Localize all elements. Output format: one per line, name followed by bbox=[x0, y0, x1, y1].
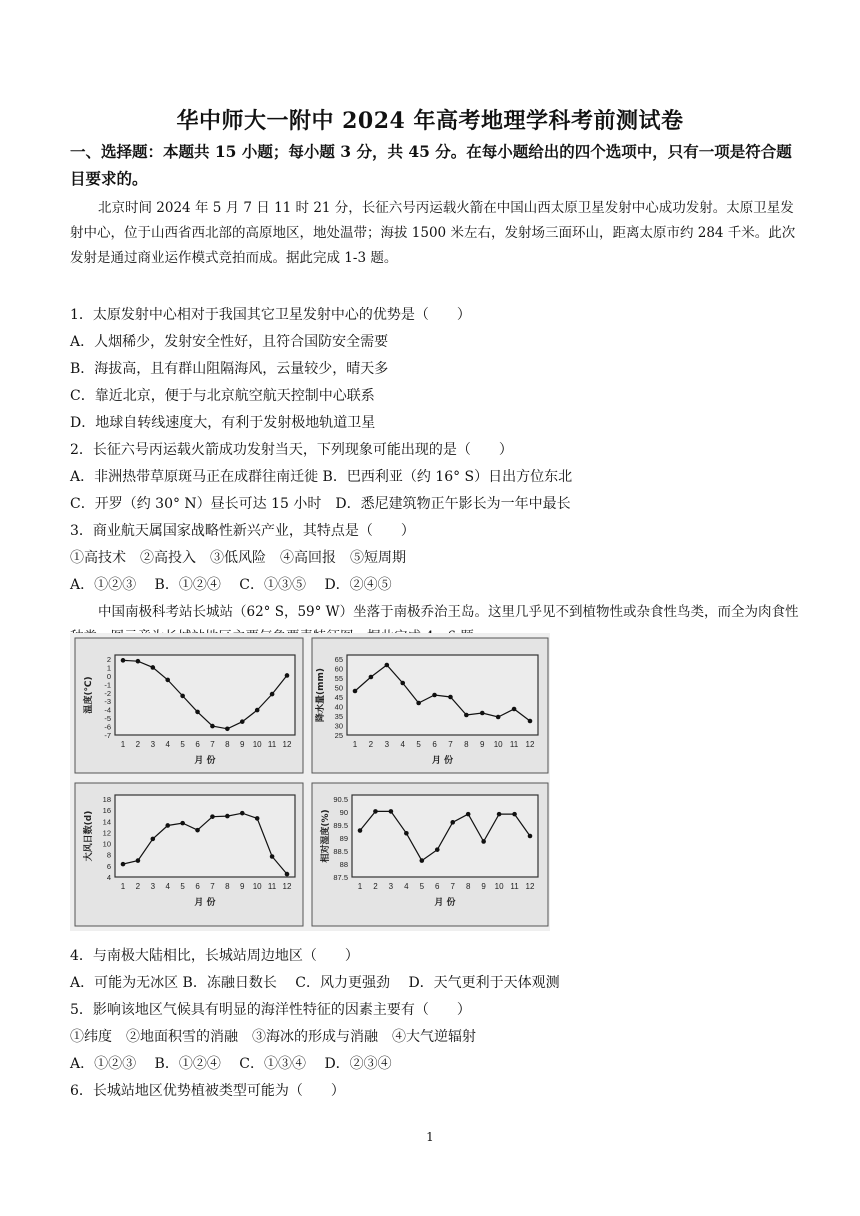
y-tick-label: 2 bbox=[106, 655, 111, 664]
y-tick-label: 55 bbox=[334, 674, 343, 683]
x-tick-label: 7 bbox=[210, 740, 215, 749]
x-tick-label: 11 bbox=[267, 740, 277, 749]
x-tick-label: 11 bbox=[510, 882, 519, 891]
chart-plot-area bbox=[347, 655, 538, 735]
data-point bbox=[165, 678, 170, 683]
data-point bbox=[195, 710, 200, 715]
x-tick-label: 3 bbox=[388, 882, 394, 891]
x-tick-label: 8 bbox=[464, 740, 469, 749]
x-tick-label: 4 bbox=[404, 882, 409, 891]
data-point bbox=[450, 820, 455, 825]
x-axis-title: 月 份 bbox=[194, 756, 216, 766]
option-line: B．海拔高，且有群山阻隔海风，云量较少，晴天多 bbox=[70, 361, 389, 377]
x-tick-label: 4 bbox=[165, 740, 170, 749]
data-point bbox=[400, 681, 405, 686]
data-point bbox=[165, 823, 170, 828]
data-point bbox=[255, 816, 260, 821]
data-point bbox=[270, 692, 275, 697]
y-tick-label: 8 bbox=[106, 850, 111, 860]
data-point bbox=[466, 812, 471, 817]
x-tick-label: 12 bbox=[282, 740, 292, 749]
x-tick-label: 2 bbox=[368, 740, 374, 749]
data-point bbox=[225, 814, 230, 819]
x-tick-label: 10 bbox=[493, 740, 503, 749]
x-tick-label: 9 bbox=[481, 882, 486, 891]
x-tick-label: 10 bbox=[252, 882, 262, 891]
data-point bbox=[432, 693, 437, 698]
data-point bbox=[121, 862, 126, 867]
y-tick-label: 6 bbox=[106, 861, 111, 871]
question-line: 5．影响该地区气候具有明显的海洋性特征的因素主要有（ ） bbox=[70, 1002, 471, 1018]
data-point bbox=[180, 694, 185, 699]
x-tick-label: 8 bbox=[225, 882, 230, 891]
x-tick-label: 2 bbox=[135, 882, 141, 891]
y-tick-label: -3 bbox=[104, 697, 111, 707]
y-tick-label: 0 bbox=[106, 671, 111, 681]
y-tick-label: 30 bbox=[334, 721, 343, 731]
section-heading: 一、选择题：本题共 15 小题；每小题 3 分，共 45 分。在每小题给出的四个选项中，只有一项是符合题目要求的。 bbox=[70, 142, 792, 188]
data-point bbox=[225, 726, 230, 731]
data-point bbox=[528, 834, 533, 839]
data-point bbox=[285, 673, 290, 678]
data-point bbox=[385, 663, 390, 668]
y-tick-label: 4 bbox=[106, 873, 111, 882]
data-point bbox=[180, 821, 185, 826]
x-tick-label: 8 bbox=[465, 882, 471, 891]
data-point bbox=[353, 689, 358, 694]
y-tick-label: 87.5 bbox=[333, 873, 348, 882]
x-tick-label: 6 bbox=[435, 882, 440, 891]
x-tick-label: 9 bbox=[240, 740, 245, 749]
option-line: A．人烟稀少，发射安全性好，且符合国防安全需要 bbox=[70, 334, 389, 350]
page-number: 1 bbox=[426, 1130, 434, 1144]
data-point bbox=[373, 809, 378, 814]
question-line: 3．商业航天属国家战略性新兴产业，其特点是（ ） bbox=[70, 523, 415, 539]
data-point bbox=[512, 707, 517, 712]
y-tick-label: 45 bbox=[334, 693, 343, 702]
data-point bbox=[255, 708, 260, 713]
x-axis-title: 月 份 bbox=[194, 898, 216, 908]
data-point bbox=[136, 659, 141, 664]
y-axis-title: 温度(℃) bbox=[84, 676, 94, 714]
data-point bbox=[195, 828, 200, 833]
x-tick-label: 7 bbox=[450, 882, 455, 891]
x-tick-label: 4 bbox=[165, 882, 170, 891]
x-tick-label: 1 bbox=[357, 882, 363, 891]
x-axis-title: 月 份 bbox=[431, 756, 454, 766]
data-point bbox=[136, 858, 141, 863]
y-tick-label: 89 bbox=[339, 834, 348, 843]
x-tick-label: 12 bbox=[525, 740, 535, 749]
x-tick-label: 10 bbox=[252, 740, 262, 749]
passage-antarctica: 中国南极科考站长城站（62° S，59° W）坐落于南极乔治王岛。这里几乎见不到植物性或杂食性鸟类，而全为肉食性 bbox=[98, 604, 799, 620]
x-tick-label: 8 bbox=[225, 740, 230, 749]
option-line: A．可能为无冰区 B．冻融日数长 C．风力更强劲 D．天气更利于天体观测 bbox=[70, 975, 560, 991]
data-point bbox=[369, 675, 374, 680]
x-tick-label: 4 bbox=[400, 740, 405, 749]
y-tick-label: 88 bbox=[339, 860, 348, 869]
x-tick-label: 9 bbox=[480, 740, 485, 749]
data-point bbox=[358, 828, 363, 833]
y-tick-label: -1 bbox=[104, 680, 111, 690]
x-tick-label: 9 bbox=[240, 882, 245, 891]
x-tick-label: 5 bbox=[180, 882, 185, 891]
x-tick-label: 5 bbox=[419, 882, 425, 891]
data-point bbox=[448, 695, 453, 700]
x-tick-label: 6 bbox=[195, 740, 200, 749]
chart-plot-area bbox=[115, 655, 295, 735]
y-tick-label: -5 bbox=[104, 714, 111, 724]
y-tick-label: -6 bbox=[104, 722, 111, 732]
x-tick-label: 1 bbox=[120, 882, 126, 891]
y-tick-label: 90 bbox=[339, 808, 348, 817]
data-point bbox=[435, 847, 440, 852]
data-point bbox=[464, 713, 469, 718]
data-point bbox=[270, 854, 275, 859]
data-point bbox=[210, 814, 215, 819]
option-line: ①高技术 ②高投入 ③低风险 ④高回报 ⑤短周期 bbox=[70, 550, 406, 566]
data-point bbox=[512, 812, 517, 817]
option-line: A．非洲热带草原斑马正在成群往南迁徙 B．巴西利亚（约 16° S）日出方位东北 bbox=[70, 469, 573, 485]
x-tick-label: 11 bbox=[509, 740, 519, 749]
x-tick-label: 6 bbox=[195, 882, 200, 891]
x-tick-label: 10 bbox=[494, 882, 504, 891]
data-point bbox=[285, 872, 290, 877]
data-point bbox=[210, 724, 215, 729]
data-point bbox=[151, 837, 156, 842]
y-tick-label: 1 bbox=[106, 663, 111, 673]
y-axis-title: 降水量(mm) bbox=[316, 668, 326, 722]
x-tick-label: 6 bbox=[432, 740, 437, 749]
x-tick-label: 2 bbox=[373, 882, 378, 891]
data-point bbox=[121, 658, 126, 663]
x-tick-label: 3 bbox=[150, 740, 156, 749]
data-point bbox=[151, 665, 156, 670]
question-line: 6．长城站地区优势植被类型可能为（ ） bbox=[70, 1083, 345, 1099]
x-tick-label: 11 bbox=[267, 882, 277, 891]
data-point bbox=[416, 701, 421, 706]
question-line: 2．长征六号丙运载火箭成功发射当天，下列现象可能出现的是（ ） bbox=[70, 442, 513, 458]
data-point bbox=[528, 719, 533, 724]
y-tick-label: 14 bbox=[102, 817, 111, 827]
y-tick-label: 40 bbox=[334, 702, 343, 712]
passage-launch: 北京时间 2024 年 5 月 7 日 11 时 21 分，长征六号丙运载火箭在中国山西太原卫星发射中心成功发射。太原卫星发射中心，位于山西省西北部的高原地区，地处温带；海拔 1500 米左右，发射场三面环山，距离太原市约 284 千米。此次发射是通过商业运作模式竞拍而成。据此完成 1-3 题。 bbox=[70, 200, 796, 266]
y-tick-label: -7 bbox=[104, 731, 111, 740]
data-point bbox=[240, 719, 245, 724]
climate-charts-svg bbox=[70, 633, 550, 931]
option-line: D．地球自转线速度大，有利于发射极地轨道卫星 bbox=[70, 415, 376, 431]
y-tick-label: 35 bbox=[334, 712, 343, 721]
y-tick-label: 89.5 bbox=[333, 821, 348, 830]
question-line: 1．太原发射中心相对于我国其它卫星发射中心的优势是（ ） bbox=[70, 307, 471, 323]
y-tick-label: 16 bbox=[102, 806, 111, 816]
x-tick-label: 12 bbox=[282, 882, 292, 891]
data-point bbox=[389, 809, 394, 814]
x-tick-label: 7 bbox=[448, 740, 453, 749]
data-point bbox=[481, 839, 486, 844]
option-line: C．靠近北京，便于与北京航空航天控制中心联系 bbox=[70, 388, 375, 404]
y-axis-title: 大风日数(d) bbox=[84, 810, 94, 862]
y-tick-label: 10 bbox=[102, 839, 111, 849]
y-tick-label: -4 bbox=[104, 705, 111, 715]
y-tick-label: -2 bbox=[104, 688, 111, 698]
y-tick-label: 50 bbox=[334, 683, 343, 693]
climate-figure bbox=[70, 633, 550, 931]
x-tick-label: 7 bbox=[210, 882, 215, 891]
data-point bbox=[496, 715, 501, 720]
exam-title: 华中师大一附中 2024 年高考地理学科考前测试卷 bbox=[176, 108, 684, 134]
option-line: A．①②③ B．①②④ C．①③⑤ D．②④⑤ bbox=[70, 577, 392, 593]
option-line: A．①②③ B．①②④ C．①③④ D．②③④ bbox=[70, 1056, 392, 1072]
data-point bbox=[497, 812, 502, 817]
y-tick-label: 90.5 bbox=[333, 795, 348, 804]
question-line: 4．与南极大陆相比，长城站周边地区（ ） bbox=[70, 948, 359, 964]
y-tick-label: 88.5 bbox=[333, 847, 348, 856]
data-point bbox=[480, 711, 485, 716]
y-tick-label: 12 bbox=[102, 828, 111, 838]
y-tick-label: 60 bbox=[334, 664, 343, 674]
chart-plot-area bbox=[115, 795, 295, 877]
x-tick-label: 2 bbox=[135, 740, 141, 749]
y-tick-label: 18 bbox=[102, 795, 111, 804]
x-tick-label: 1 bbox=[352, 740, 358, 749]
option-line: C．开罗（约 30° N）昼长可达 15 小时 D．悉尼建筑物正午影长为一年中最长 bbox=[70, 496, 571, 512]
x-tick-label: 5 bbox=[416, 740, 421, 749]
x-tick-label: 5 bbox=[180, 740, 185, 749]
x-axis-title: 月 份 bbox=[434, 898, 456, 908]
x-tick-label: 3 bbox=[150, 882, 156, 891]
data-point bbox=[240, 811, 245, 816]
x-tick-label: 3 bbox=[384, 740, 390, 749]
y-tick-label: 65 bbox=[334, 655, 343, 664]
y-axis-title: 相对湿度(%) bbox=[321, 809, 331, 863]
data-point bbox=[404, 831, 409, 836]
x-tick-label: 1 bbox=[120, 740, 126, 749]
y-tick-label: 25 bbox=[334, 731, 343, 740]
x-tick-label: 12 bbox=[525, 882, 535, 891]
data-point bbox=[420, 858, 425, 863]
option-line: ①纬度 ②地面积雪的消融 ③海冰的形成与消融 ④大气逆辐射 bbox=[70, 1029, 476, 1045]
